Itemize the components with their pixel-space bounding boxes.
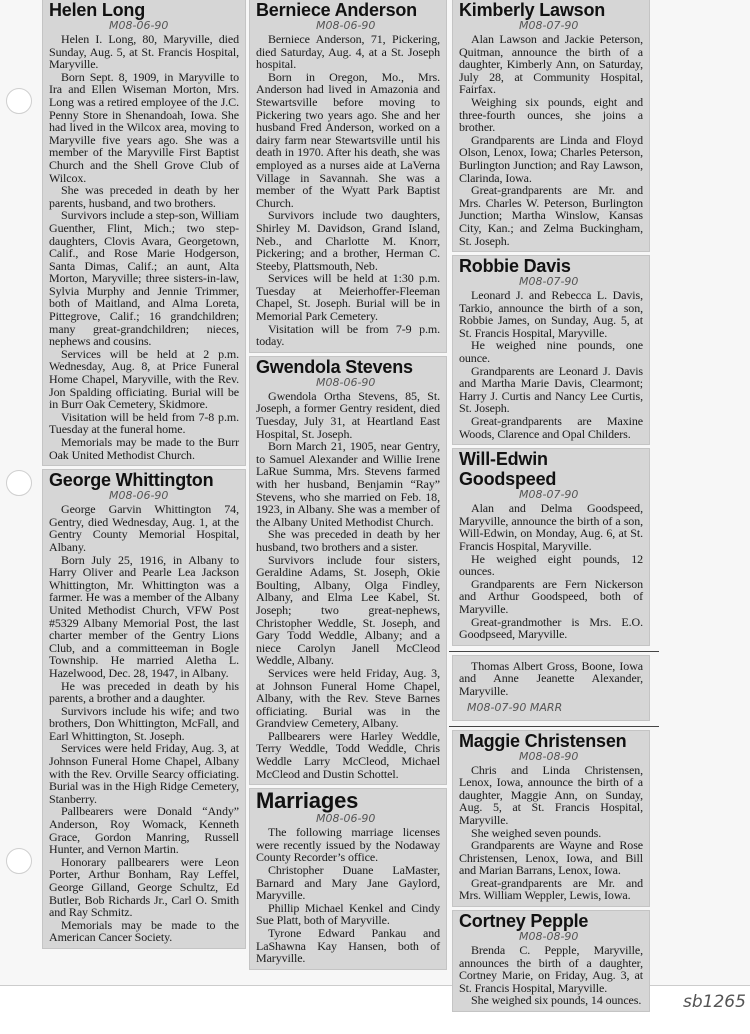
- paragraph: Services were held Friday, Aug. 3, at Johnson Funeral Home Chapel, Albany with the Rev. Orville Searcy officiating. Burial was in the High Ridge Cemetery, Stanberry.: [49, 741, 239, 806]
- paragraph: Services were held Friday, Aug. 3, at Johnson Funeral Home Chapel, Albany, with the Rev. Steve Barnes officiating. Burial was in the Grandview Cemetery, Albany.: [256, 665, 440, 731]
- paragraph: Thomas Albert Gross, Boone, Iowa and Anne Jeanette Alexander, Maryville.: [459, 658, 643, 698]
- paragraph: Weighing six pounds, eight and three-fourth ounces, she joins a brother.: [459, 94, 643, 135]
- paragraph: Visitation will be held from 7-8 p.m. Tuesday at the funeral home.: [49, 409, 239, 437]
- clipping-cortney-pepple: [453, 911, 649, 1011]
- paragraph: She weighed seven pounds.: [471, 825, 602, 840]
- reference-number: sb1265: [683, 992, 746, 1012]
- handwritten-date-note: M08-06-90: [316, 19, 376, 32]
- headline: Will-Edwin Goodspeed: [459, 449, 557, 490]
- column-middle: [250, 0, 446, 974]
- paragraph: Survivors include a step-son, William Guenther, Flint, Mich.; two step-daughters, Clovis Avara, Georgetown, Calif., and Rose Marie Hodgerson, Santa Dimas, Calif.; an aunt, Alta Morton, Maryville; three sisters-in-law, Sylvia Murphy and Jennie Trimmer, both of Maitland, and Alma Loreta, Pittegrove, Calif.; 16 grandchildren; many great-grandchildren; nieces, nephews and cousins.: [49, 208, 239, 349]
- column-right: [453, 0, 649, 1016]
- paragraph: Memorials may be made to the American Cancer Society.: [49, 917, 239, 945]
- paragraph: George Garvin Whittington 74, Gentry, died Wednesday, Aug. 1, at the Gentry County Memorial Hospital, Albany.: [49, 502, 239, 554]
- paragraph: Born in Oregon, Mo., Mrs. Anderson had lived in Amazonia and Stewartsville before moving to Pickering two years ago. She and her husband Fred Anderson, worked on a dairy farm near Stewartsville until his death in 1970. After his death, she was employed as a nurses aide at LaVerna Village in Savannah. She was a member of the Wyatt Park Baptist Church.: [256, 69, 440, 210]
- punch-hole: [6, 88, 32, 114]
- clipping-edge-line: [449, 726, 659, 727]
- headline: Maggie Christensen: [459, 730, 627, 751]
- clipping-george-whittington: [43, 470, 245, 948]
- headline: Robbie Davis: [459, 256, 571, 277]
- paragraph: Born Sept. 8, 1909, in Maryville to Ira and Ellen Wiseman Morton, Mrs. Long was a retired employee of the J.C. Penny Store in Shenandoah, Iowa. She had lived in the Wilcox area, moving to Maryville five years ago. She was a member of the Maryville First Baptist Church and the Shell Grove Club of Wilcox.: [49, 69, 239, 185]
- paragraph: Great-grandparents are Mr. and Mrs. Charles W. Peterson, Burlington Junction; Martha Winslow, Kansas City, Kan.; and Zelma Buckingham, St. Joseph.: [459, 183, 643, 248]
- paragraph: Grandparents are Fern Nickerson and Arthur Goodspeed, both of Maryville.: [459, 576, 643, 616]
- headline: Marriages: [256, 788, 359, 814]
- headline: Berniece Anderson: [256, 0, 417, 20]
- paragraph: She was preceded in death by her parents, husband, and two brothers.: [49, 183, 239, 210]
- paragraph: Survivors include his wife; and two brothers, Don Whittington, McFall, and Earl Whittington, St. Joseph.: [49, 703, 239, 743]
- clipping-gwendola-stevens: [250, 357, 446, 784]
- paragraph: Born July 25, 1916, in Albany to Harry Oliver and Pearle Lea Jackson Whittington, Mr. Whittington was a farmer. He was a member of the Albany United Methodist Church, VFW Post #5329 Albany Memorial Post, the last charter member of the Gentry Lions Club, and a committeeman in Bogle Township. He married Aletha L. Hazelwood, Dec. 28, 1947, in Albany.: [49, 552, 239, 680]
- paragraph: He was preceded in death by his parents, a brother and a daughter.: [49, 678, 239, 706]
- paragraph: Memorials may be made to the Burr Oak United Methodist Church.: [49, 435, 239, 462]
- paragraph: She was preceded in death by her husband, two brothers and a sister.: [256, 527, 440, 554]
- clipping-helen-long: [43, 0, 245, 465]
- headline: Kimberly Lawson: [459, 0, 606, 20]
- paragraph: Gwendola Ortha Stevens, 85, St. Joseph, a former Gentry resident, died Tuesday, July 31, at Heartland East Hospital, St. Joseph.: [256, 388, 440, 441]
- paragraph: Christopher Duane LaMaster, Barnard and Mary Jane Gaylord, Maryville.: [256, 863, 440, 903]
- handwritten-date-note: M08-07-90: [519, 488, 579, 502]
- paragraph: Chris and Linda Christensen, Lenox, Iowa, announce the birth of a daughter, Maggie Ann, on Sunday, Aug. 5, at St. Francis Hospital, Maryville.: [459, 762, 643, 827]
- clipping-kimberly-lawson: [453, 0, 649, 251]
- clipping-edge-line: [449, 651, 659, 652]
- paragraph: Helen I. Long, 80, Maryville, died Sunday, Aug. 5, at St. Francis Hospital, Maryville.: [49, 32, 239, 72]
- clipping-berniece-anderson: [250, 0, 446, 352]
- paragraph: Grandparents are Leonard J. Davis and Martha Marie Davis, Clearmont; Harry J. Curtis and Nancy Lee Curtis, St. Joseph.: [459, 363, 643, 416]
- paragraph: Alan Lawson and Jackie Peterson, Quitman, announce the birth of a daughter, Kimberly Ann, on Saturday, July 28, at Community Hospital, Fairfax.: [459, 32, 643, 97]
- paragraph: Grandparents are Linda and Floyd Olson, Lenox, Iowa; Charles Peterson, Burlington Junction; and Ray Lawson, Clarinda, Iowa.: [459, 132, 643, 185]
- paragraph: Born March 21, 1905, near Gentry, to Samuel Alexander and Willie Irene LaRue Summa, Mrs. Stevens farmed with her husband, Benjamin “Ray” Stevens, who she married on Feb. 18, 1923, in Albany. She was a member of the Albany United Methodist Church.: [256, 439, 440, 529]
- clipping-gross-alexander: [453, 656, 649, 720]
- handwritten-date-note: M08-06-90: [316, 812, 376, 826]
- headline: George Whittington: [49, 470, 214, 491]
- paragraph: Berniece Anderson, 71, Pickering, died Saturday, Aug. 4, at a St. Joseph hospital.: [256, 32, 440, 72]
- punch-hole: [6, 848, 32, 874]
- handwritten-date-note: M08-06-90: [109, 19, 169, 32]
- clipping-robbie-davis: [453, 256, 649, 444]
- clipping-marriages: [250, 789, 446, 969]
- column-left: [43, 0, 245, 953]
- paragraph: Brenda C. Pepple, Maryville, announces the birth of a daughter, Cortney Marie, on Friday, Aug. 3, at St. Francis Hospital, Maryville.: [459, 943, 643, 995]
- paragraph: Great-grandparents are Mr. and Mrs. William Weppler, Lewis, Iowa.: [459, 875, 643, 903]
- handwritten-date-note: M08-06-90: [316, 375, 376, 389]
- headline: Cortney Pepple: [459, 911, 589, 932]
- paragraph: He weighed nine pounds, one ounce.: [459, 338, 643, 366]
- paragraph: Alan and Delma Goodspeed, Maryville, announce the birth of a son, Will-Edwin, on Monday, Aug. 6, at St. Francis Hospital, Maryville.: [459, 501, 643, 553]
- paragraph: She weighed six pounds, 14 ounces.: [471, 993, 642, 1008]
- paragraph: Survivors include four sisters, Geraldine Adams, St. Joseph, Okie Boulting, Albany, Olga Findley, Albany, and Elma Lee Kabel, St. Joseph; two great-nephews, Christopher Weddle, St. Joseph, and Gary Todd Weddle, Albany; and a niece Carolyn Janell McCleod Weddle, Albany.: [256, 552, 440, 668]
- handwritten-date-note: M08-08-90: [519, 930, 579, 944]
- paragraph: Survivors include two daughters, Shirley M. Davidson, Grand Island, Neb., and Charlotte M. Knorr, Pickering; and a brother, Herman C. Steeby, Plattsmouth, Neb.: [256, 208, 440, 273]
- paragraph: Pallbearers were Donald “Andy” Anderson, Roy Womack, Kenneth Grace, Gordon Manring, Russell Hunter, and Vernon Martin.: [49, 804, 239, 857]
- paragraph: Leonard J. and Rebecca L. Davis, Tarkio, announce the birth of a son, Robbie James, on Sunday, Aug. 5, at St. Francis Hospital, Maryville.: [459, 288, 643, 340]
- handwritten-date-note: M08-08-90: [519, 749, 579, 763]
- paragraph: He weighed eight pounds, 12 ounces.: [459, 551, 643, 579]
- handwritten-date-note: M08-06-90: [109, 489, 169, 503]
- headline: Gwendola Stevens: [256, 356, 413, 377]
- paragraph: Pallbearers were Harley Weddle, Terry Weddle, Todd Weddle, Chris Weddle Larry McCleod, Michael McCleod and Dustin Schottel.: [256, 728, 440, 781]
- headline: Helen Long: [49, 0, 145, 20]
- clipping-will-edwin-goodspeed: [453, 449, 649, 645]
- paragraph: Visitation will be from 7-9 p.m. today.: [256, 321, 440, 349]
- handwritten-date-note: M08-07-90: [519, 275, 579, 289]
- paragraph: Phillip Michael Kenkel and Cindy Sue Platt, both of Maryville.: [256, 900, 440, 928]
- paragraph: Great-grandparents are Maxine Woods, Clarence and Opal Childers.: [459, 414, 643, 441]
- clipping-maggie-christensen: [453, 731, 649, 907]
- paragraph: Grandparents are Wayne and Rose Christensen, Lenox, Iowa, and Bill and Marian Barrans, Lenox, Iowa.: [459, 838, 643, 878]
- paragraph: Services will be held at 1:30 p.m. Tuesday at Meierhoffer-Fleeman Chapel, St. Joseph. Burial will be in Memorial Park Cemetery.: [256, 271, 440, 324]
- paragraph: Great-grandmother is Mrs. E.O. Goodpseed, Maryville.: [459, 614, 643, 642]
- paragraph: Honorary pallbearers were Leon Porter, Arthur Bonham, Ray Leffel, George Gilland, George Schultz, Ed Butler, Bob Richards Jr., Carl O. Smith and Ray Schmitz.: [49, 854, 239, 920]
- punch-hole: [6, 470, 32, 496]
- paragraph: Services will be held at 2 p.m. Wednesday, Aug. 8, at Price Funeral Home Chapel, Maryville, with the Rev. Jon Spalding officiating. Burial will be in Burr Oak Cemetery, Skidmore.: [49, 346, 239, 412]
- handwritten-date-note: M08-07-90 MARR: [467, 700, 563, 714]
- paragraph: The following marriage licenses were recently issued by the Nodaway County Recorder’s office.: [256, 825, 440, 865]
- paragraph: Tyrone Edward Pankau and LaShawna Kay Hansen, both of Maryville.: [256, 926, 440, 966]
- handwritten-date-note: M08-07-90: [519, 19, 579, 32]
